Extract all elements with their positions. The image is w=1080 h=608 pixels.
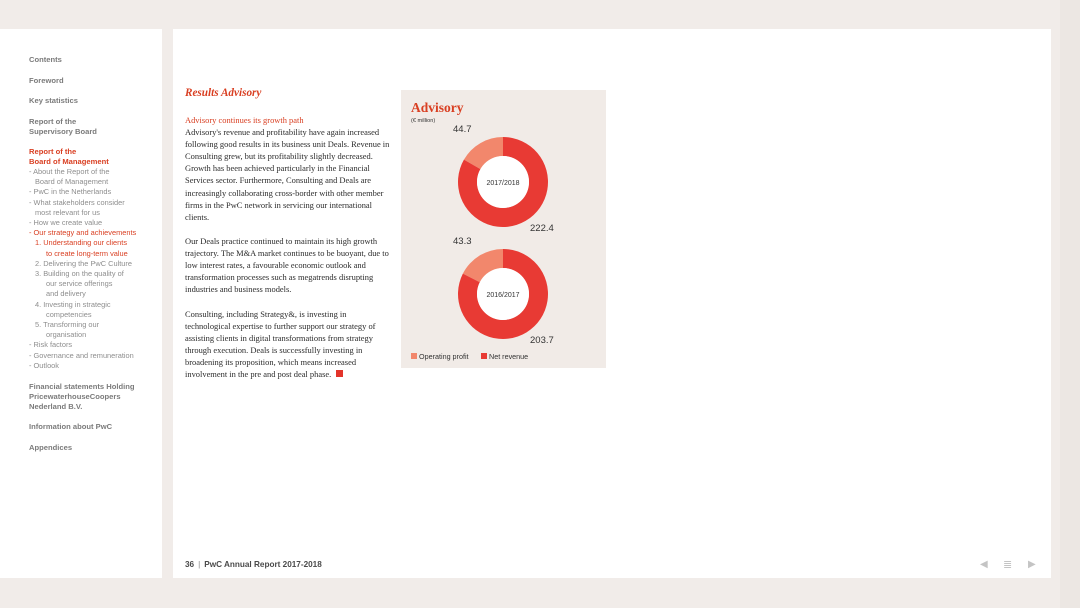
net-revenue-value-label: 203.7 [530, 335, 554, 346]
sidebar-item-information-about-pwc[interactable]: Information about PwC [29, 422, 113, 432]
sidebar-subitem-label: - Governance and remuneration [29, 350, 134, 360]
lead-heading: Advisory continues its growth path [185, 115, 304, 125]
sidebar-subitem-label: - Risk factors [29, 340, 73, 350]
paragraph [185, 114, 390, 223]
section-title: Results Advisory [185, 87, 262, 99]
prev-page-icon[interactable]: ◀ [980, 559, 988, 570]
paragraph: Our Deals practice continued to maintain its high growth trajectory. The M&A market continues to be buoyant, due to low interest rates, a favourable economic outlook and transformation processes such as megatrends disrupting industries and business models. [185, 235, 389, 295]
sidebar-item-label: Board of Management [29, 157, 109, 166]
sidebar-subitem-label: 5. Transforming our [35, 320, 100, 330]
sidebar-subitem-label: 4. Investing in strategic [35, 299, 111, 309]
end-mark-icon [336, 370, 343, 377]
sidebar-subitem[interactable] [29, 361, 154, 371]
sidebar-subitem[interactable] [29, 259, 154, 269]
sidebar-subitem[interactable] [29, 218, 154, 228]
sidebar-subitem-label: - Outlook [29, 360, 59, 370]
sidebar-item-label: Financial statements Holding [29, 381, 135, 391]
sidebar-subitem[interactable] [29, 238, 154, 258]
legend-swatch-net-revenue [481, 353, 487, 359]
sidebar-item-label: Report of the [29, 116, 77, 126]
article-body [185, 114, 390, 392]
advisory-chart-panel [401, 90, 606, 368]
paragraph-text: Advisory's revenue and profitability have again increased following good results in its business unit Deals. Revenue in Consulting grew, but its profitability slightly decreased. Growth has been achieved particularly in the Financial Services sector. Furthermore, Consulting and Deals are increasingly collaborating cross-border with other member firms in the PwC network in servicing our international clients. [185, 127, 390, 222]
net-revenue-value-label: 222.4 [530, 223, 554, 234]
sidebar-subitem-label: - How we create value [29, 218, 103, 228]
sidebar-item-foreword[interactable]: Foreword [29, 75, 64, 85]
sidebar-subitem-label: Board of Management [35, 177, 109, 187]
sidebar-item-appendices[interactable]: Appendices [29, 442, 73, 452]
donut-center-label: 2016/2017 [486, 292, 520, 299]
operating-profit-value-label: 43.3 [453, 236, 472, 247]
sidebar-subitem-label: 1. Understanding our clients [35, 238, 128, 248]
sidebar-subitem[interactable] [29, 167, 154, 187]
sidebar-item-label: Supervisory Board [29, 126, 97, 136]
sidebar-subitem[interactable] [29, 187, 154, 197]
paragraph-text: Consulting, including Strategy&, is investing in technological expertise to further support our strategy of assisting clients in digital transformations from strategy through execution. Deals is successfully investing in broadening its proposition, which means increased involvement in the pre and post deal phase. [185, 308, 376, 379]
pager [980, 559, 1044, 571]
sidebar-subitem-label: 3. Building on the quality of [35, 269, 124, 279]
sidebar-item-supervisory-board[interactable] [29, 117, 154, 137]
sidebar-subitem-label: to create long-term value [46, 248, 128, 258]
advisory-donut-charts [401, 90, 606, 368]
sidebar-subitem-label: - About the Report of the [29, 167, 110, 176]
footer-separator: | [198, 560, 201, 569]
sidebar-item-label: Report of the [29, 147, 77, 156]
sidebar-subitem[interactable] [29, 320, 154, 340]
donut-center-label: 2017/2018 [486, 180, 520, 187]
sidebar-subitem[interactable] [29, 198, 154, 218]
legend-label-operating-profit: Operating profit [419, 352, 469, 361]
sidebar-subitem[interactable] [29, 340, 154, 350]
page-number: 36 [185, 560, 195, 569]
next-page-icon[interactable]: ▶ [1028, 559, 1036, 570]
sidebar-subitem-label: our service offerings [46, 279, 113, 289]
sidebar-subitem[interactable] [29, 300, 154, 320]
sidebar-item-board-of-management[interactable] [29, 147, 154, 167]
sidebar-item-label: Nederland B.V. [29, 401, 83, 411]
sidebar-subitem-label: organisation [46, 330, 87, 340]
legend-label-net-revenue: Net revenue [489, 352, 529, 361]
page-footer [185, 560, 322, 569]
report-page [173, 29, 1051, 578]
operating-profit-value-label: 44.7 [453, 124, 472, 135]
sidebar-subitem-label: competencies [46, 309, 92, 319]
right-edge-strip [1060, 0, 1080, 608]
sidebar-subitem-label: - PwC in the Netherlands [29, 187, 112, 197]
sidebar-item-key-statistics[interactable]: Key statistics [29, 96, 78, 105]
sidebar-sublist [29, 167, 154, 371]
sidebar [0, 29, 162, 578]
sidebar-nav [29, 55, 154, 463]
sidebar-subitem-label: and delivery [46, 289, 86, 299]
chart-title: Advisory [411, 100, 464, 115]
sidebar-subitem[interactable] [29, 351, 154, 361]
sidebar-subitem[interactable] [29, 269, 154, 300]
chart-subtitle: (€ million) [411, 118, 436, 124]
sidebar-subitem[interactable] [29, 228, 154, 238]
sidebar-subitem-label: - What stakeholders consider [29, 197, 125, 207]
sidebar-item-contents[interactable]: Contents [29, 55, 62, 64]
menu-icon[interactable]: ≣ [1003, 559, 1013, 571]
legend-swatch-operating-profit [411, 353, 417, 359]
footer-title: PwC Annual Report 2017-2018 [204, 560, 322, 569]
sidebar-item-financial-statements[interactable] [29, 382, 154, 412]
paragraph [185, 308, 390, 381]
sidebar-subitem-label: - Our strategy and achievements [29, 228, 137, 238]
sidebar-item-label: PricewaterhouseCoopers [29, 391, 121, 401]
sidebar-subitem-label: 2. Delivering the PwC Culture [35, 258, 132, 268]
sidebar-subitem-label: most relevant for us [35, 207, 100, 217]
